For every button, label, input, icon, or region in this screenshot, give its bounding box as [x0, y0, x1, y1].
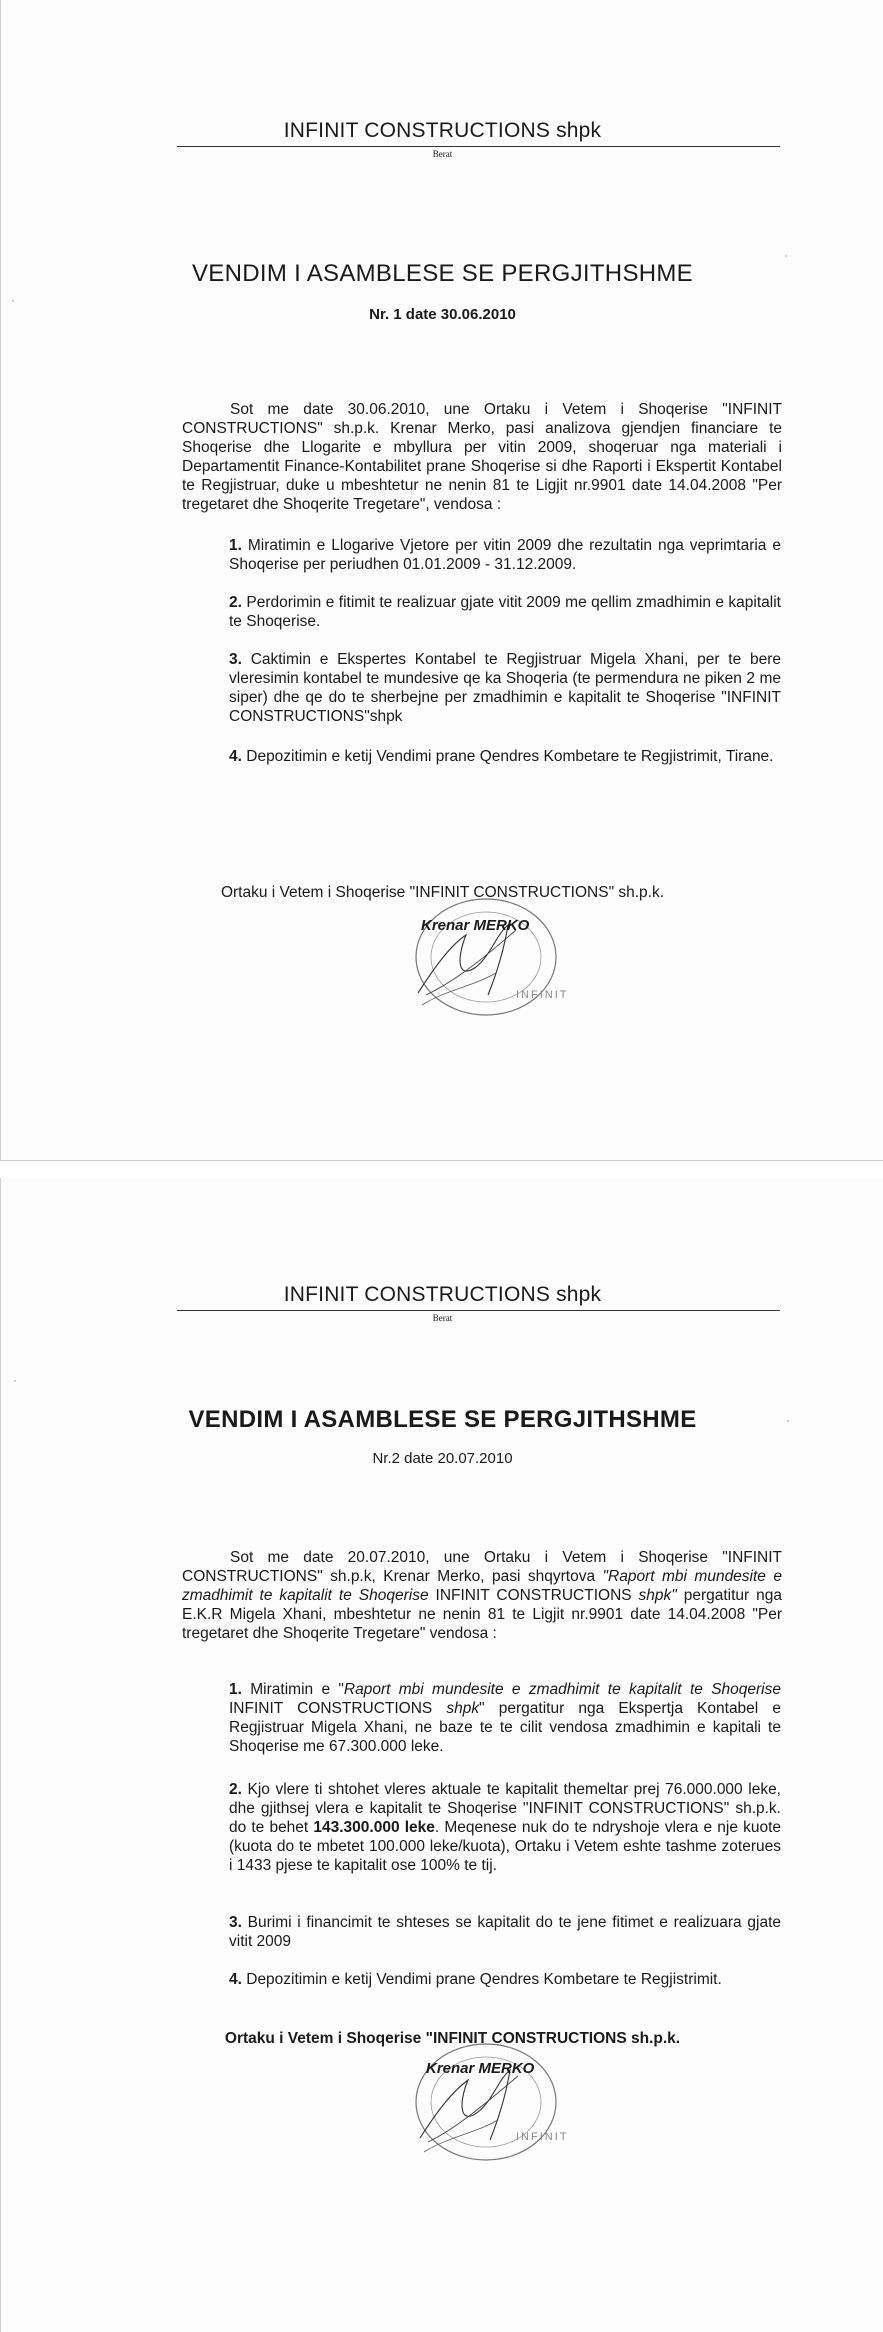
capital-total: 143.300.000 leke [313, 1819, 435, 1836]
item-number: 1. [229, 537, 242, 554]
decision-item-3 [229, 1913, 781, 1951]
item-number: 2. [229, 594, 242, 611]
signature-line: Ortaku i Vetem i Shoqerise "INFINIT CONSTRUCTIONS sh.p.k. [224, 2030, 681, 2047]
intro-text: pergatitur nga E.K.R Migela Xhani, mbeshtetur ne nenin 81 te Ligjit nr.9901 date 14.04.2008 "Per tregetaret dhe Shoqerite Tregetare" vendosa : [182, 1587, 783, 1642]
decision-number: Nr.2 date 20.07.2010 [372, 1450, 513, 1467]
decision-item-4 [229, 747, 781, 766]
company-city: Berat [432, 1313, 453, 1323]
header-rule [177, 1310, 780, 1311]
item-text: . Meqenese nuk do te ndryshoje vlera e nje kuote (kuota do te mbetet 100.000 leke/kuota), Ortaku i Vetem eshte tashme zoterues i 1433 pjese te kapitalit ose 100% te tij. [229, 1819, 782, 1874]
company-header: INFINIT CONSTRUCTIONS shpk [283, 119, 602, 142]
item-report-title: Raport mbi mundesite e zmadhimit te kapitalit te Shoqerise [343, 1681, 781, 1698]
company-header: INFINIT CONSTRUCTIONS shpk [283, 1283, 602, 1306]
item-text: Depozitimin e ketij Vendimi prane Qendres Kombetare te Regjistrimit, Tirane. [246, 748, 774, 765]
item-report-title: shpk [446, 1700, 480, 1717]
company-stamp [396, 895, 586, 1020]
stamp-text: INFINIT [516, 989, 569, 1001]
page-separator [0, 1160, 883, 1180]
intro-text: INFINIT CONSTRUCTIONS [428, 1587, 639, 1604]
decision-item-4 [229, 1970, 781, 1989]
item-text: Perdorimin e fitimit te realizuar gjate vitit 2009 me qellim zmadhimin e kapitalit te Shoqerise. [229, 594, 781, 630]
item-number: 4. [229, 1971, 242, 1988]
intro-paragraph: Sot me date 30.06.2010, une Ortaku i Vetem i Shoqerise "INFINIT CONSTRUCTIONS" sh.p.k. Krenar Merko, pasi analizova gjendjen financiare te Shoqerise dhe Llogarite e mbyllura per vitin 2009, shoqeruar nga materiali i Departamentit Finance-Kontabilitet prane Shoqerise si dhe Raporti i Ekspertit Kontabel te Regjistruar, duke u mbeshtetur ne nenin 81 te Ligjit nr.9901 date 14.04.2008 "Per tregetaret dhe Shoqerite Tregetare", vendosa : [182, 401, 782, 513]
decision-number: Nr. 1 date 30.06.2010 [369, 306, 516, 323]
item-number: 4. [229, 748, 242, 765]
item-number: 3. [229, 1914, 242, 1931]
item-text: Kjo vlere ti shtohet vleres aktuale te kapitalit themeltar prej 76.000.000 leke, dhe gjithsej vlera e kapitalit te Shoqerise "INFINIT CONSTRUCTIONS" sh.p.k. do te behet [229, 1781, 781, 1836]
item-text: INFINIT CONSTRUCTIONS [229, 1700, 447, 1717]
decision-title: VENDIM I ASAMBLESE SE PERGJITHSHME [188, 1406, 697, 1433]
signer-name: Krenar MERKO [421, 917, 530, 934]
document-page-2 [0, 1178, 883, 2332]
item-text: Miratimin e Llogarive Vjetore per vitin 2009 dhe rezultatin nga veprimtaria e Shoqerise per periudhen 01.01.2009 - 31.12.2009. [229, 537, 781, 573]
item-text: Caktimin e Ekspertes Kontabel te Regjistruar Migela Xhani, per te bere vleresimin kontabel te mundesive qe ka Shoqeria (te permendura ne piken 2 me siper) dhe qe do te sherbejne per zmadhimin e kapitalit te Shoqerise "INFINIT CONSTRUCTIONS"shpk [229, 651, 781, 725]
intro-report-title: "Raport mbi mundesite e zmadhimit te kapitalit te Shoqerise [182, 1568, 782, 1604]
header-rule [177, 146, 780, 147]
decision-item-1 [229, 1680, 781, 1756]
stamp-text: INFINIT [516, 2131, 569, 2143]
decision-item-1 [229, 536, 781, 574]
company-city: Berat [432, 149, 453, 159]
intro-text: Sot me date 20.07.2010, une Ortaku i Vetem i Shoqerise "INFINIT CONSTRUCTIONS" sh.p.k, Krenar Merko, pasi shqyrtova [182, 1549, 782, 1585]
item-text: Miratimin e " [241, 1681, 344, 1698]
company-stamp [396, 2040, 586, 2165]
decision-item-2 [229, 593, 781, 631]
item-text: " pergatitur nga Ekspertja Kontabel e Regjistruar Migela Xhani, ne baze te te cilit vendosa zmadhimin e kapitali te Shoqerise me 67.300.000 leke. [229, 1700, 781, 1755]
signature-line: Ortaku i Vetem i Shoqerise "INFINIT CONSTRUCTIONS" sh.p.k. [220, 884, 665, 901]
decision-item-2 [229, 1780, 781, 1875]
item-text: Burimi i financimit te shteses se kapitalit do te jene fitimet e realizuara gjate vitit 2009 [229, 1914, 781, 1950]
item-text: Depozitimin e ketij Vendimi prane Qendres Kombetare te Regjistrimit. [241, 1971, 722, 1988]
decision-title: VENDIM I ASAMBLESE SE PERGJITHSHME [192, 260, 693, 287]
signer-name: Krenar MERKO [426, 2060, 535, 2077]
intro-report-title: shpk" [638, 1587, 677, 1604]
document-page-1 [0, 0, 883, 1160]
item-number: 2. [229, 1781, 242, 1798]
item-number: 3. [229, 651, 242, 668]
item-number: 1. [229, 1681, 242, 1698]
intro-paragraph [182, 1548, 782, 1643]
decision-item-3 [229, 650, 781, 726]
